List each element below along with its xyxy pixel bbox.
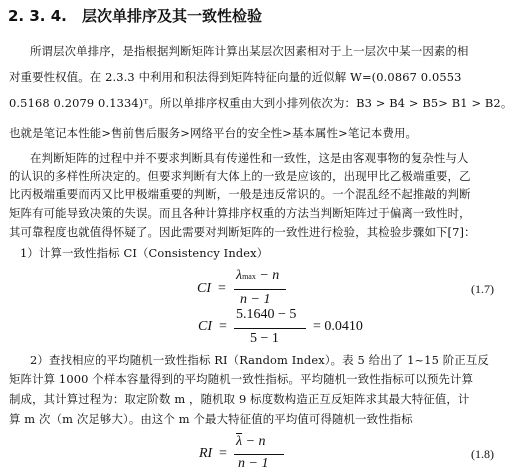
para3-line3: 比丙极端重要而丙又比甲极端重要的判断，一般是违反常识的。一个混乱经不起推敲的判断 [9, 187, 471, 201]
eq2-numerator: 5.1640 − 5 [236, 307, 297, 322]
eq1-fraction-bar [234, 289, 286, 290]
eq3-denominator: n − 1 [238, 456, 269, 471]
para3-line5: 其可靠程度也就值得怀疑了。因此需要对判断矩阵的一致性进行检验，其检验步骤如下[7]： [9, 225, 476, 239]
eq1-numerator: λmax − n [236, 268, 280, 283]
eq3-equals: = [219, 446, 227, 461]
eq2-equals: = [219, 319, 227, 334]
eq3-lhs: RI [199, 446, 213, 461]
para1-line3: 0.5168 0.2079 0.1334)ᵀ。所以单排序权重由大到小排列依次为：B3 > B4 > B5> B1 > B2。 [9, 96, 513, 110]
step2-line2: 矩阵计算 1000 个样本容量得到的平均随机一致性指标。平均随机一致性指标可以预先计算 [9, 372, 474, 386]
para3-line4: 矩阵有可能导致决策的失误。而且各种计算排序权重的方法当判断矩阵过于偏离一致性时， [9, 206, 471, 220]
eq3-fraction-bar [234, 454, 284, 455]
eq3-numerator: $\overline{\lambda} - n$ [236, 434, 266, 449]
eq2-lhs: CI [198, 319, 212, 334]
para1-line2: 对重要性权值。在 2.3.3 中利用和积法得到矩阵特征向量的近似解 W=(0.0867 0.0553 [9, 70, 462, 84]
para2-line1: 也就是笔记本性能>售前售后服务>网络平台的安全性>基本属性>笔记本费用。 [9, 126, 418, 140]
para1-line1: 所谓层次单排序，是指根据判断矩阵计算出某层次因素相对于上一层次中某一因素的相 [30, 44, 469, 58]
section-number: 2. 3. 4. [8, 7, 67, 25]
section-heading [8, 5, 262, 26]
eq1-lhs: CI [197, 281, 211, 296]
step1-label: 1）计算一致性指标 CI（Consistency Index） [20, 246, 269, 260]
eq1-equals: = [218, 281, 226, 296]
eq2-denominator: 5 − 1 [250, 331, 279, 346]
step2-line3: 制成，其计算过程为：取定阶数 m ，随机取 9 标度数构造正互反矩阵求其最大特征值，计 [9, 392, 470, 406]
eq2-result: = 0.0410 [313, 319, 363, 334]
eq1-number: (1.7) [471, 282, 494, 296]
para3-line2: 的认识的多样性所决定的。但要求判断有大体上的一致是应该的，出现甲比乙极端重要，乙 [9, 169, 471, 183]
para3-line1: 在判断矩阵的过程中并不要求判断具有传递性和一致性，这是由客观事物的复杂性与人 [30, 151, 469, 165]
step2-line4: 算 m 次（m 次足够大）。由这个 m 个最大特征值的平均值可得随机一致性指标 [9, 412, 413, 426]
eq2-fraction-bar [234, 328, 306, 329]
step2-line1: 2）查找相应的平均随机一致性指标 RI（Random Index）。表 5 给出了 1~15 阶正互反 [30, 353, 489, 367]
eq1-denominator: n − 1 [240, 292, 271, 307]
eq3-number: (1.8) [471, 447, 494, 461]
section-title: 层次单排序及其一致性检验 [82, 7, 263, 25]
